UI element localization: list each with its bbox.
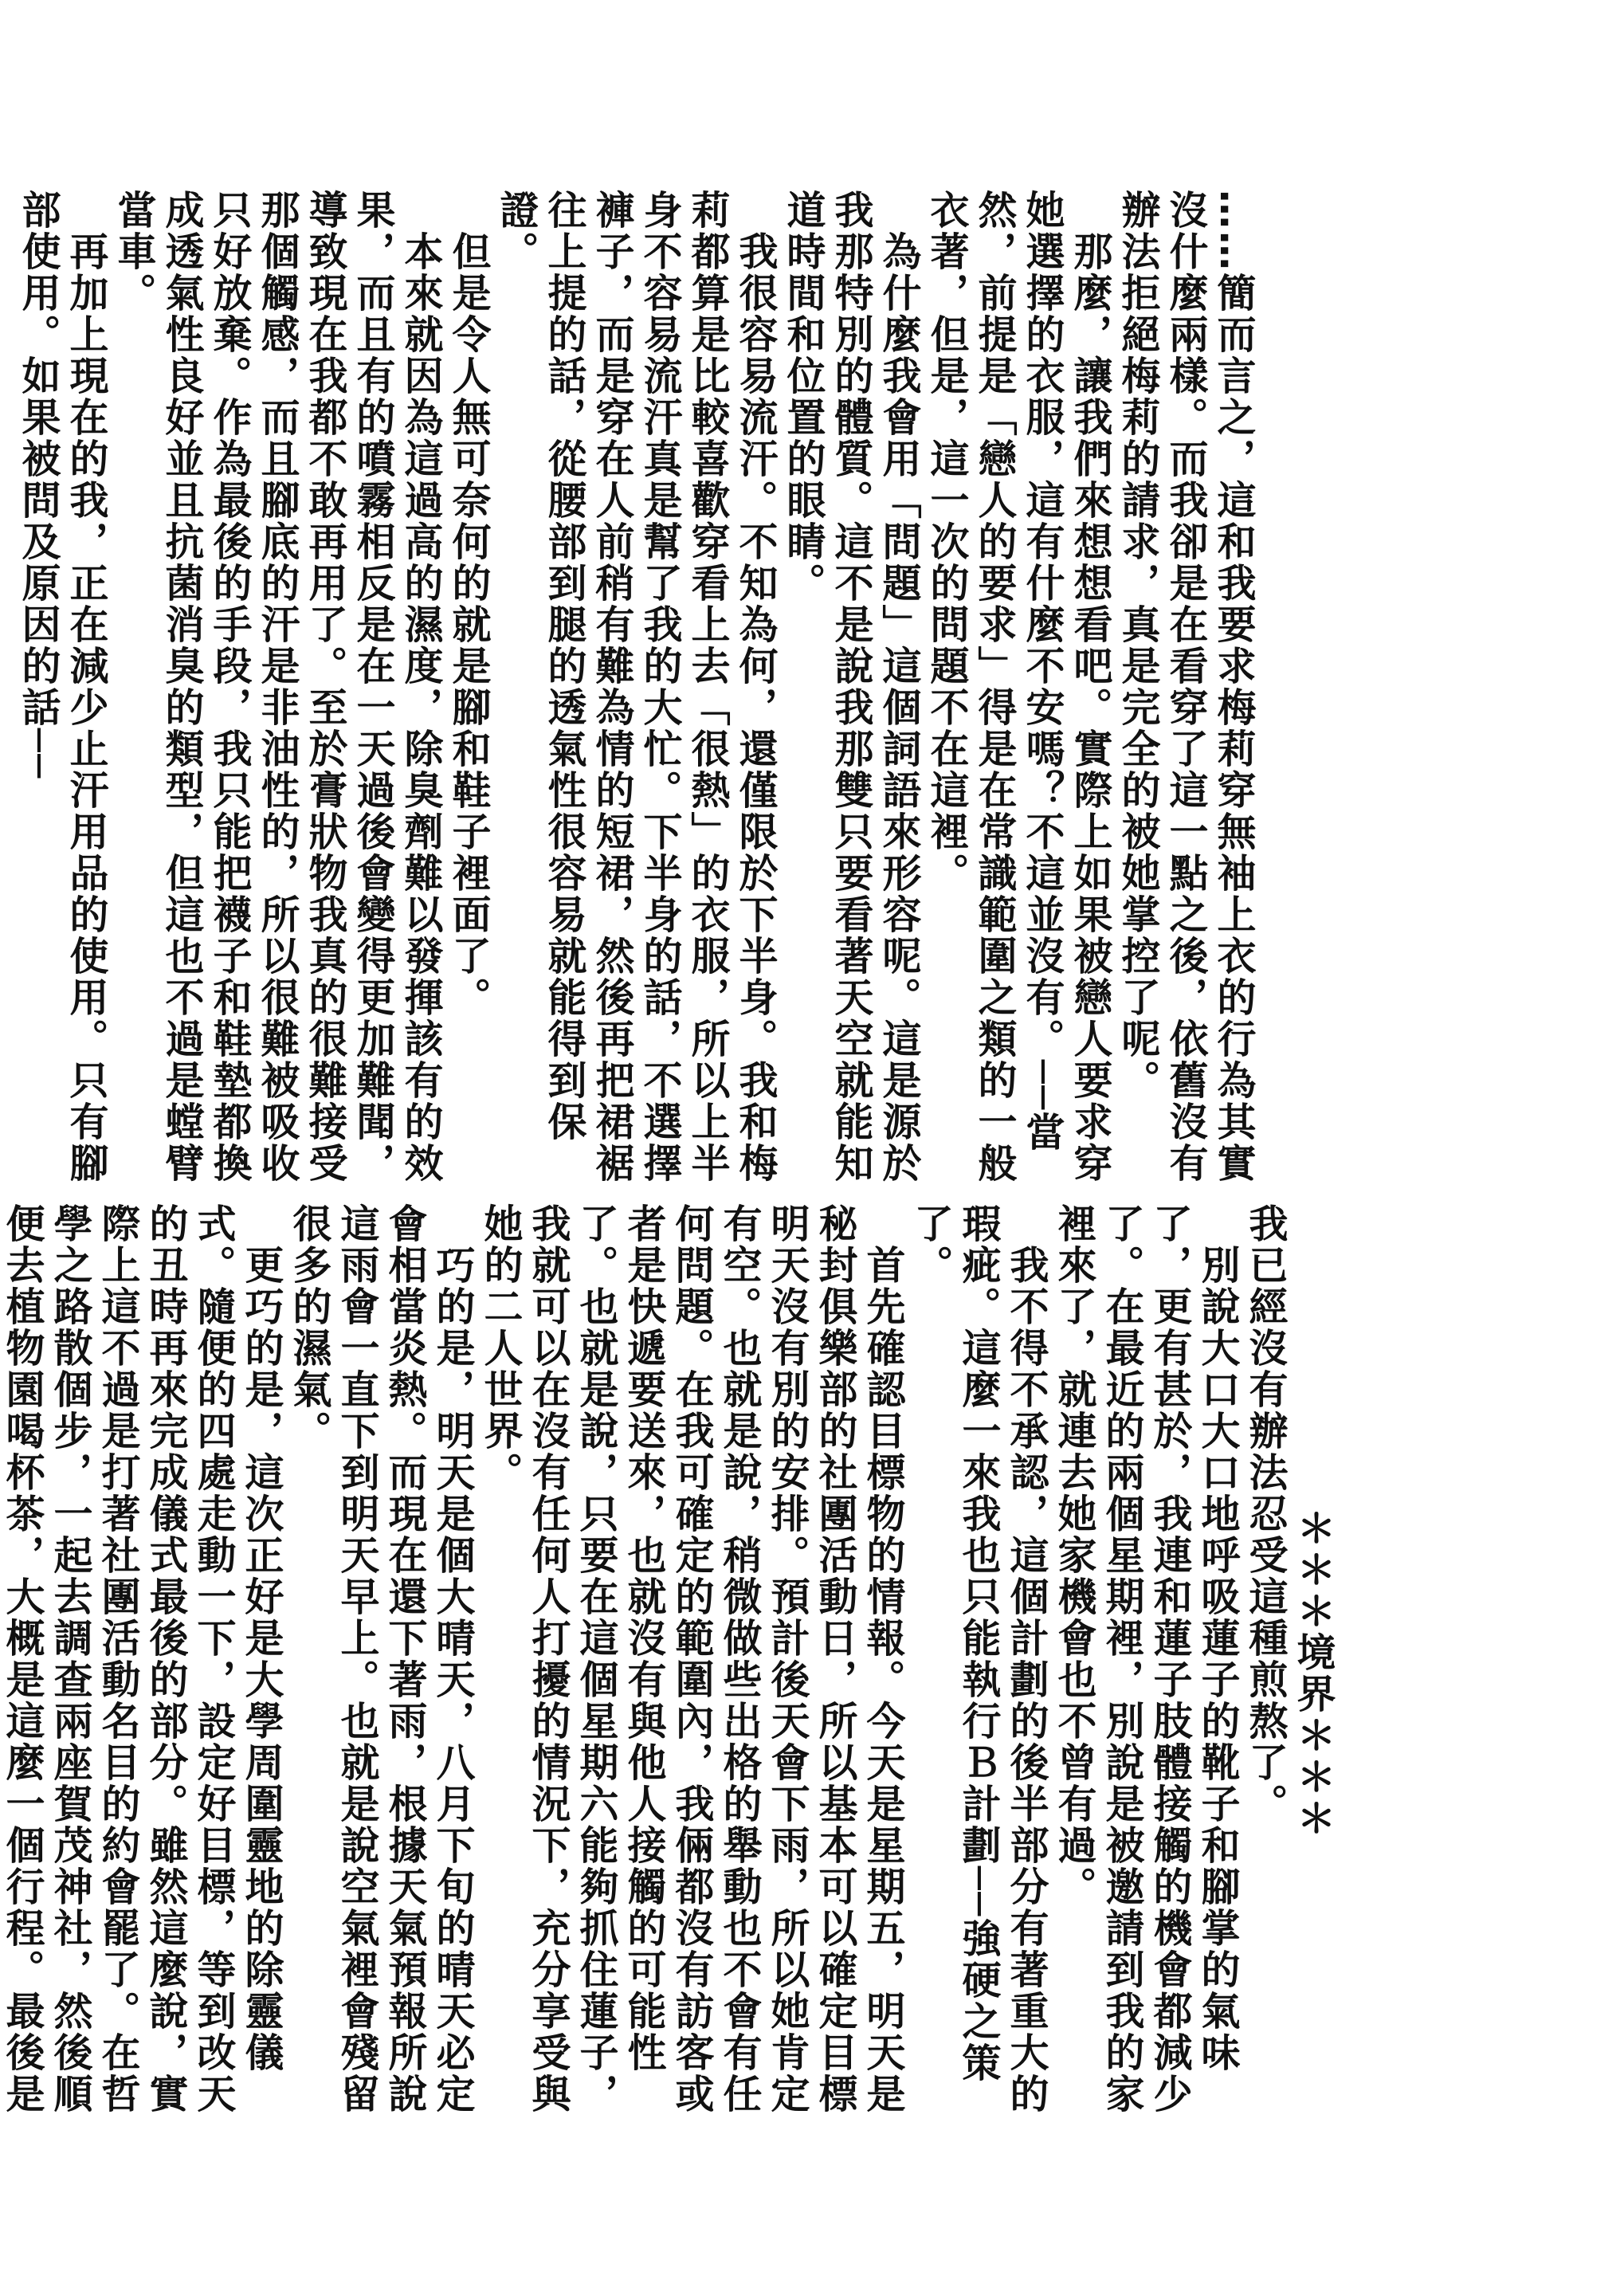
top-text-block [16, 190, 1257, 1210]
section-divider-heading: ＊＊＊境界＊＊＊ [1291, 1508, 1336, 1839]
paragraph: 但是令人無可奈何的就是腳和鞋子裡面了。 [446, 190, 492, 1018]
paragraph: 別說大口大口地呼吸蓮子的靴子和腳掌的氣味了，更有甚於，我連和蓮子肢體接觸的機會都減少了。在最近的兩個星期裡，別說是被邀請到我的家裡來了，就連去她家機會也不曾有過。 [1052, 1203, 1241, 2115]
paragraph: 我不得不承認，這個計劃的後半部分有著重大的瑕疵。這麼一來我也只能執行Ｂ計劃──強硬之策了。 [908, 1203, 1049, 2115]
paragraph: 巧的是，明天是個大晴天，八月下旬的晴天必定會相當炎熱。而現在還下著雨，根據天氣預報所說這雨會一直下到明天早上。也就是說空氣裡會殘留很多的濕氣。 [287, 1203, 476, 2115]
paragraph: 再加上現在的我，正在減少止汗用品的使用。只有腳部使用。如果被問及原因的話── [16, 190, 109, 1184]
bottom-text-block [0, 1203, 1337, 2144]
paragraph: 本來就因為這過高的濕度，除臭劑難以發揮該有的效果，而且有的噴霧相反是在一天過後會變得更加難聞，導致現在我都不敢再用了。至於膏狀物我真的很難接受那個觸感，而且腳底的汗是非油性的，所以很難被吸收只好放棄。作為最後的手段，我只能把襪子和鞋墊都換成透氣性良好並且抗菌消臭的類型，但這也不過是螳臂當車。 [112, 190, 444, 1184]
paragraph: 首先確認目標物的情報。今天是星期五，明天是秘封俱樂部的社團活動日，所以基本可以確定目標明天沒有別的安排。預計後天會下雨，所以她肯定有空。也就是說，稍微做些出格的舉動也不會有任何問題。在我可確定的範圍內，我倆都沒有訪客或者是快遞要送來，也就沒有與他人接觸的可能性了。也就是說，只要在這個星期六能夠抓住蓮子，我就可以在沒有任何人打擾的情況下，充分享受與她的二人世界。 [478, 1203, 906, 2115]
paragraph: 我很容易流汗。不知為何，還僅限於下半身。我和梅莉都算是比較喜歡穿看上去「很熱」的衣服，所以上半身不容易流汗真是幫了我的大忙。下半身的話，不選擇褲子，而是穿在人前稍有難為情的短裙，然後再把裙裾往上提的話，從腰部到腿的透氣性很容易就能得到保證。 [494, 190, 779, 1184]
paragraph: 為什麼我會用「問題」這個詞語來形容呢。這是源於我那特別的體質。這不是說我那雙只要看著天空就能知道時間和位置的眼睛。 [781, 190, 922, 1184]
paragraph: 更巧的是，這次正好是大學周圍靈地的除靈儀式。隨便的四處走動一下，設定好目標，等到改天的丑時再來完成儀式最後的部分。雖然這麼說，實際上這不過是打著社團活動名目的約會罷了。在哲學之路散個步，一起去調查兩座賀茂神社，然後順便去植物園喝杯茶，大概是這麼一個行程。最後是 [0, 1203, 284, 2115]
paragraph: 我已經沒有辦法忍受這種煎熬了。 [1243, 1203, 1289, 1825]
paragraph: ……簡而言之，這和我要求梅莉穿無袖上衣的行為其實沒什麼兩樣。而我卻是在看穿了這一點之後，依舊沒有辦法拒絕梅莉的請求，真是完全的被她掌控了呢。 [1116, 190, 1257, 1184]
paragraph: 那麼，讓我們來想想看吧。實際上如果被戀人要求穿她選擇的衣服，這有什麼不安嗎？不這並沒有。──當然，前提是「戀人的要求」得是在常識範圍之類的一般衣著，但是，這一次的問題不在這裡。 [924, 190, 1113, 1184]
